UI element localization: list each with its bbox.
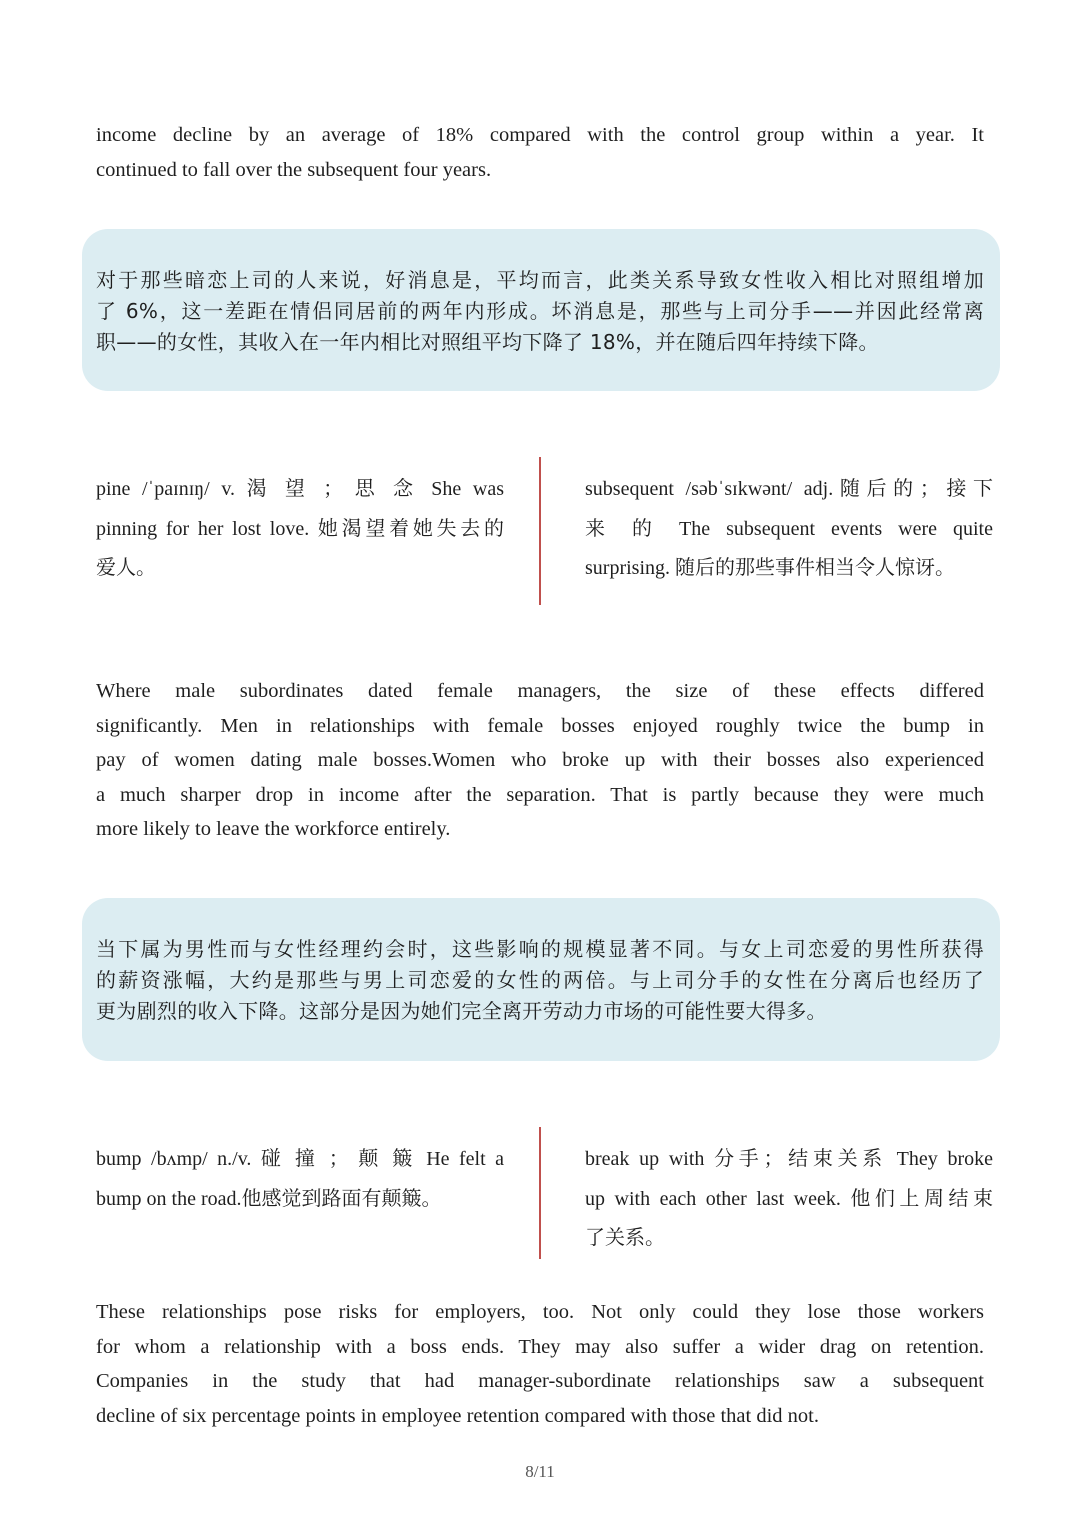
vocab-divider-2 [539,1127,541,1259]
translation-box-2 [82,898,1000,1061]
text-line: 的薪资涨幅，大约是那些与男上司恋爱的女性的两倍。与上司分手的女性在分离后也经历了 [96,968,984,992]
english-paragraph-1 [96,118,984,187]
text-line: subsequent /səbˈsɪkwənt/ adj.随后的；接下 [585,478,993,500]
text-line: 来 的 The subsequent events were quite [585,517,993,540]
page-number: 8/11 [525,1462,555,1481]
translation-text-1 [96,265,984,358]
text-line: surprising. 随后的那些事件相当令人惊讶。 [585,557,955,579]
text-line: 爱人。 [96,557,156,579]
text-line: continued to fall over the subsequent four years. [96,158,492,181]
text-line: pay of women dating male bosses.Women who broke up with their bosses also experienced [96,749,984,771]
text-line: for whom a relationship with a boss ends. They may also suffer a wider drag on retention. [96,1335,984,1358]
text-line: 当下属为男性而与女性经理约会时，这些影响的规模显著不同。与女上司恋爱的男性所获得 [96,937,984,961]
text-line: income decline by an average of 18% compared with the control group within a year. It [96,124,984,146]
text-line: 了 6%，这一差距在情侣同居前的两年内形成。坏消息是，那些与上司分手——并因此经常离 [96,299,984,323]
text-line: 更为剧烈的收入下降。这部分是因为她们完全离开劳动力市场的可能性要大得多。 [96,999,827,1023]
text-line: Where male subordinates dated female managers, the size of these effects differed [96,680,984,702]
text-line: 对于那些暗恋上司的人来说，好消息是，平均而言，此类关系导致女性收入相比对照组增加 [96,268,984,292]
english-paragraph-2 [96,674,984,847]
text-line: more likely to leave the workforce entirely. [96,818,451,840]
vocab-pine [96,470,504,589]
vocab-divider-1 [539,457,541,605]
text-line: bump on the road.他感觉到路面有颠簸。 [96,1187,442,1210]
vocab-subsequent [585,470,993,589]
text-line: Companies in the study that had manager-subordinate relationships saw a subsequent [96,1370,984,1392]
translation-text-2 [96,934,984,1027]
vocab-break-up-with [585,1140,993,1259]
english-paragraph-3 [96,1295,984,1433]
text-line: pinning for her lost love. 她渴望着她失去的 [96,517,504,540]
text-line: up with each other last week. 他们上周结束 [585,1187,993,1210]
text-line: These relationships pose risks for employers, too. Not only could they lose those workers [96,1301,984,1323]
vocab-bump [96,1140,504,1219]
text-line: pine /ˈpaɪnɪŋ/ v. 渴 望 ； 思 念 She was [96,478,504,500]
text-line: decline of six percentage points in employee retention compared with those that did not. [96,1404,819,1427]
text-line: significantly. Men in relationships with female bosses enjoyed roughly twice the bump in [96,714,984,737]
text-line: break up with 分手；结束关系 They broke [585,1148,993,1170]
translation-box-1 [82,229,1000,391]
text-line: 了关系。 [585,1227,665,1249]
text-line: 职——的女性，其收入在一年内相比对照组平均下降了 18%，并在随后四年持续下降。 [96,330,879,354]
text-line: a much sharper drop in income after the separation. That is partly because they were much [96,783,984,806]
text-line: bump /bʌmp/ n./v. 碰 撞 ； 颠 簸 He felt a [96,1148,504,1170]
